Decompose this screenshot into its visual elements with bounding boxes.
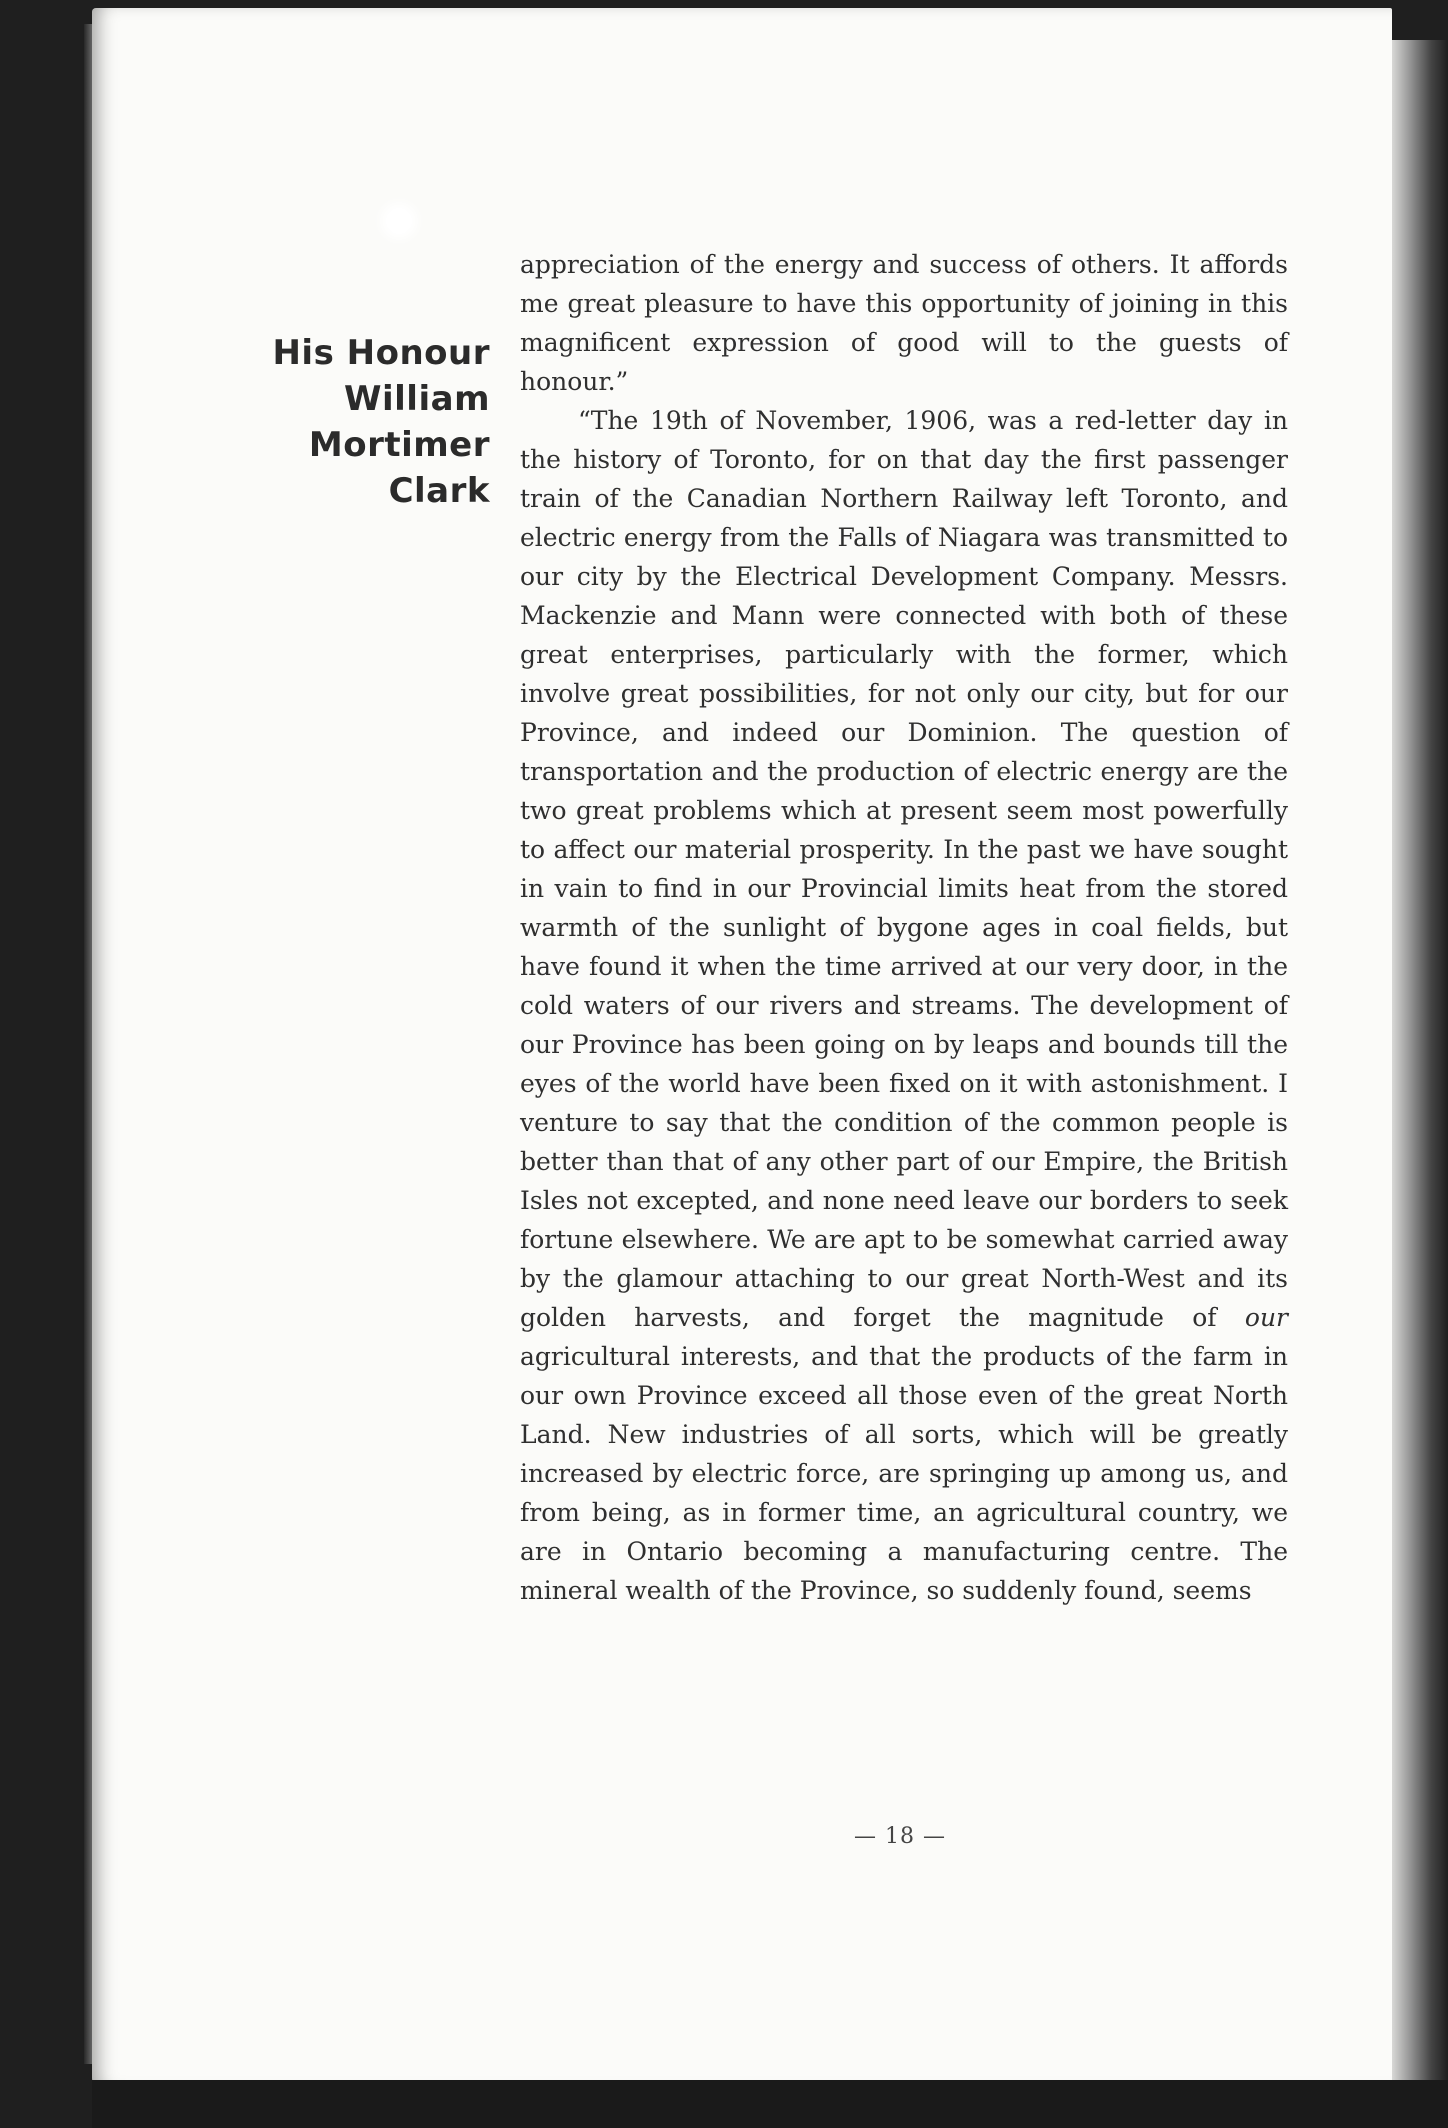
paragraph-text: agricultural interests, and that the products of the farm in our own Province exceed all those even of the great North Land. New industries of all sorts, which will be greatly increased by electric force, are springing up among us, and from being, as in former time, an agricultural country, we are in Ontario becoming a manufacturing centre. The mineral wealth of the Province, so suddenly found, seems xyxy=(520,1342,1288,1605)
margin-heading xyxy=(200,330,490,514)
body-text xyxy=(520,245,1288,1610)
paragraph: appreciation of the energy and success of others. It affords me great pleasure to have this opportunity of joining in this magnificent expression of good will to the guests of honour.” xyxy=(520,250,1288,396)
italic-word: our xyxy=(1244,1303,1288,1332)
page-number: — 18 — xyxy=(854,1824,946,1849)
paper-spot xyxy=(386,208,412,234)
margin-heading-line: His Honour xyxy=(272,333,490,373)
paragraph-text: “The 19th of November, 1906, was a red-letter day in the history of Toronto, for on that day the first passenger train of the Canadian Northern Railway left Toronto, and electric energy from the Falls of Niagara was transmitted to our city by the Electrical Development Company. Messrs. Mackenzie and Mann were connected with both of these great enterprises, particularly with the former, which involve great possibilities, for not only our city, but for our Province, and indeed our Dominion. The question of transportation and the production of electric energy are the two great problems which at present seem most powerfully to affect our material prosperity. In the past we have sought in vain to find in our Provincial limits heat from the stored warmth of the sunlight of bygone ages in coal fields, but have found it when the time arrived at our very door, in the cold waters of our rivers and streams. The development of our Province has been going on by leaps and bounds till the eyes of the world have been fixed on it with astonishment. I venture to say that the condition of the common people is better than that of any other part of our Empire, the British Isles not excepted, and none need leave our borders to seek fortune elsewhere. We are apt to be somewhat carried away by the glamour attaching to our great North-West and its golden harvests, and forget the magnitude of xyxy=(520,406,1288,1332)
margin-heading-line: William xyxy=(344,379,490,419)
paragraph xyxy=(520,401,1288,1610)
page-bottom-shadow xyxy=(92,2080,1448,2128)
page-right-shadow xyxy=(1392,40,1448,2080)
margin-heading-line: Mortimer Clark xyxy=(308,425,490,511)
